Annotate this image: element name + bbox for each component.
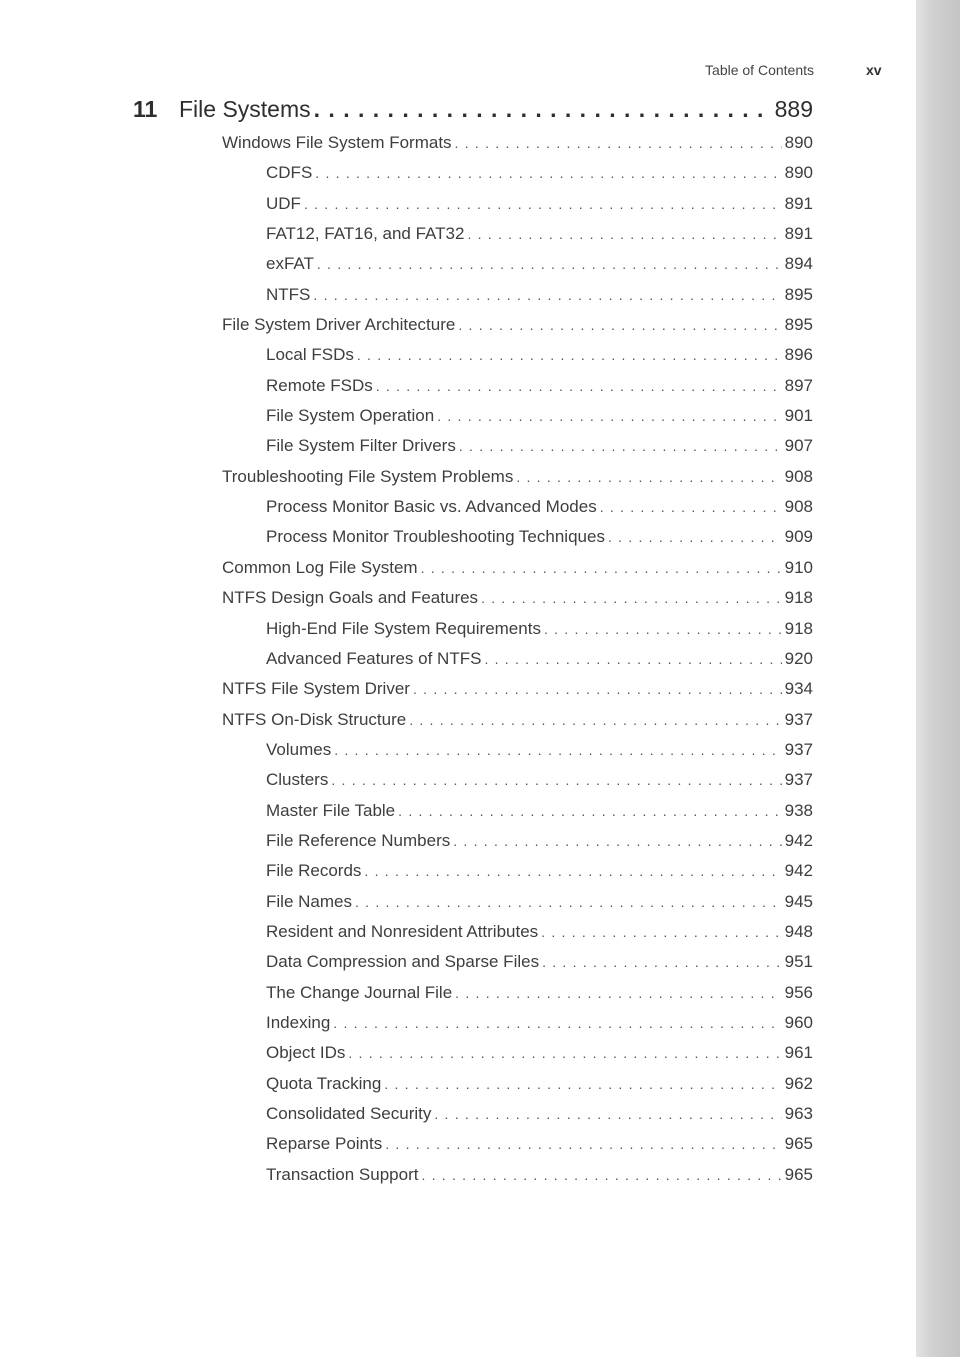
toc-entry-title: Process Monitor Troubleshooting Techniques xyxy=(266,527,605,547)
toc-entry xyxy=(0,978,813,1008)
dot-leader xyxy=(516,462,781,492)
toc-entry xyxy=(0,189,813,219)
toc-entry xyxy=(0,1038,813,1068)
toc-entry xyxy=(0,310,813,340)
toc-entry-page-number: 890 xyxy=(784,163,813,183)
toc-entry-page-number: 934 xyxy=(784,679,813,699)
toc-entry xyxy=(0,735,813,765)
toc-entry-title: Windows File System Formats xyxy=(222,133,452,152)
toc-entry xyxy=(0,1129,813,1159)
toc-entry-page-number: 942 xyxy=(784,861,813,881)
toc-entry-page-number: 965 xyxy=(784,1164,813,1184)
toc-entry-page-number: 895 xyxy=(784,315,813,335)
toc-entry-title: File System Operation xyxy=(266,406,435,426)
dot-leader xyxy=(331,765,781,795)
toc-entry-title: Troubleshooting File System Problems xyxy=(222,466,514,486)
toc-entry xyxy=(0,826,813,856)
toc-entry-title: Remote FSDs xyxy=(266,375,373,395)
dot-leader xyxy=(385,1129,781,1159)
toc-entry xyxy=(0,765,813,795)
chapter-number: 11 xyxy=(133,96,158,122)
toc-entry-title: The Change Journal File xyxy=(266,982,453,1002)
toc-entry-title: File Reference Numbers xyxy=(266,830,451,850)
dot-leader xyxy=(467,219,781,249)
toc-entry-page-number: 901 xyxy=(784,406,813,426)
dot-leader xyxy=(314,96,768,123)
toc-entry xyxy=(0,219,813,249)
dot-leader xyxy=(453,826,781,856)
toc-list xyxy=(0,128,960,1190)
dot-leader xyxy=(357,340,782,370)
toc-entry-page-number: 908 xyxy=(784,497,813,517)
toc-entry xyxy=(0,431,813,461)
toc-entry-page-number: 890 xyxy=(784,133,813,152)
toc-entry-page-number: 896 xyxy=(784,345,813,365)
dot-leader xyxy=(437,401,781,431)
toc-entry xyxy=(0,917,813,947)
toc-entry-page-number: 897 xyxy=(784,375,813,395)
dot-leader xyxy=(434,1099,781,1129)
toc-entry xyxy=(0,128,813,158)
toc-entry xyxy=(0,340,813,370)
toc-entry-title: Master File Table xyxy=(266,800,396,820)
dot-leader xyxy=(348,1038,781,1068)
toc-entry-title: Local FSDs xyxy=(266,345,354,365)
toc-entry xyxy=(0,553,813,583)
toc-entry xyxy=(0,158,813,188)
toc-entry-page-number: 942 xyxy=(784,830,813,850)
running-head-page-number: xv xyxy=(866,62,882,78)
toc-entry xyxy=(0,401,813,431)
toc-entry-title: Quota Tracking xyxy=(266,1073,382,1093)
chapter-heading xyxy=(133,96,813,126)
dot-leader xyxy=(334,735,781,765)
dot-leader xyxy=(458,310,781,340)
toc-entry xyxy=(0,947,813,977)
toc-entry xyxy=(0,249,813,279)
dot-leader xyxy=(364,856,781,886)
dot-leader xyxy=(384,1069,781,1099)
toc-entry xyxy=(0,1160,813,1190)
dot-leader xyxy=(608,522,782,552)
toc-entry-page-number: 965 xyxy=(784,1134,813,1154)
dot-leader xyxy=(376,371,782,401)
toc-entry xyxy=(0,644,813,674)
toc-entry-page-number: 910 xyxy=(784,557,813,577)
dot-leader xyxy=(459,431,782,461)
toc-entry-title: NTFS xyxy=(266,284,311,304)
dot-leader xyxy=(484,644,781,674)
toc-entry-title: Resident and Nonresident Attributes xyxy=(266,921,539,941)
toc-entry-title: Data Compression and Sparse Files xyxy=(266,952,540,972)
dot-leader xyxy=(317,249,782,279)
dot-leader xyxy=(455,128,782,158)
dot-leader xyxy=(409,705,781,735)
toc-entry-page-number: 894 xyxy=(784,254,813,274)
toc-entry-title: Indexing xyxy=(266,1012,331,1032)
running-head-title: Table of Contents xyxy=(705,62,814,78)
toc-entry xyxy=(0,856,813,886)
dot-leader xyxy=(315,158,781,188)
toc-entry-title: FAT12, FAT16, and FAT32 xyxy=(266,224,465,244)
toc-entry-title: Transaction Support xyxy=(266,1164,419,1184)
toc-entry-page-number: 937 xyxy=(784,709,813,729)
toc-entry-title: NTFS Design Goals and Features xyxy=(222,588,479,608)
dot-leader xyxy=(421,553,782,583)
dot-leader xyxy=(481,583,782,613)
toc-entry xyxy=(0,371,813,401)
chapter-page-number: 889 xyxy=(774,96,813,122)
dot-leader xyxy=(355,887,782,917)
toc-entry-page-number: 963 xyxy=(784,1104,813,1123)
toc-entry-title: File System Filter Drivers xyxy=(266,436,456,456)
toc-entry-page-number: 891 xyxy=(784,193,813,213)
toc-entry-page-number: 918 xyxy=(784,618,813,638)
toc-entry xyxy=(0,522,813,552)
toc-entry-title: Object IDs xyxy=(266,1043,346,1063)
toc-entry-page-number: 909 xyxy=(784,527,813,547)
toc-entry-title: Reparse Points xyxy=(266,1134,383,1154)
toc-entry-page-number: 937 xyxy=(784,770,813,790)
toc-entry-page-number: 907 xyxy=(784,436,813,456)
toc-entry-title: CDFS xyxy=(266,163,313,183)
toc-entry xyxy=(0,1099,813,1129)
toc-entry-page-number: 956 xyxy=(784,982,813,1002)
toc-entry xyxy=(0,887,813,917)
toc-entry-title: Clusters xyxy=(266,770,329,790)
toc-entry xyxy=(0,796,813,826)
dot-leader xyxy=(304,189,782,219)
toc-entry-page-number: 937 xyxy=(784,739,813,759)
toc-entry-page-number: 918 xyxy=(784,588,813,608)
toc-entry-title: File Records xyxy=(266,861,362,881)
toc-entry-title: Advanced Features of NTFS xyxy=(266,648,482,668)
toc-entry-page-number: 938 xyxy=(784,800,813,820)
toc-entry-page-number: 891 xyxy=(784,224,813,244)
running-head xyxy=(0,62,960,82)
dot-leader xyxy=(455,978,781,1008)
toc-entry-title: High-End File System Requirements xyxy=(266,618,541,638)
dot-leader xyxy=(333,1008,781,1038)
toc-entry-page-number: 895 xyxy=(784,284,813,304)
toc-entry-page-number: 962 xyxy=(784,1073,813,1093)
toc-entry-title: NTFS File System Driver xyxy=(222,679,410,699)
toc-entry-title: NTFS On-Disk Structure xyxy=(222,709,407,729)
toc-entry-page-number: 920 xyxy=(784,648,813,668)
toc-entry-title: Consolidated Security xyxy=(266,1104,432,1123)
dot-leader xyxy=(313,280,781,310)
toc-entry-page-number: 960 xyxy=(784,1012,813,1032)
toc-entry xyxy=(0,492,813,522)
dot-leader xyxy=(421,1160,781,1190)
toc-entry xyxy=(0,674,813,704)
toc-entry xyxy=(0,614,813,644)
dot-leader xyxy=(413,674,782,704)
chapter-title: File Systems xyxy=(179,96,311,122)
toc-entry-title: File Names xyxy=(266,891,352,911)
toc-entry-title: Volumes xyxy=(266,739,332,759)
dot-leader xyxy=(542,947,782,977)
toc-entry xyxy=(0,583,813,613)
toc-entry-title: UDF xyxy=(266,193,301,213)
toc-entry-page-number: 908 xyxy=(784,466,813,486)
dot-leader xyxy=(600,492,782,522)
dot-leader xyxy=(544,614,782,644)
toc-entry xyxy=(0,705,813,735)
toc-entry-title: File System Driver Architecture xyxy=(222,315,456,335)
dot-leader xyxy=(398,796,781,826)
toc-entry-page-number: 948 xyxy=(784,921,813,941)
dot-leader xyxy=(541,917,781,947)
toc-entry xyxy=(0,1069,813,1099)
toc-entry-title: exFAT xyxy=(266,254,314,274)
toc-entry xyxy=(0,1008,813,1038)
toc-entry-title: Common Log File System xyxy=(222,557,418,577)
toc-entry-page-number: 951 xyxy=(784,952,813,972)
toc-entry-page-number: 945 xyxy=(784,891,813,911)
toc-entry-page-number: 961 xyxy=(784,1043,813,1063)
toc-entry xyxy=(0,280,813,310)
toc-entry xyxy=(0,462,813,492)
toc-entry-title: Process Monitor Basic vs. Advanced Modes xyxy=(266,497,597,517)
